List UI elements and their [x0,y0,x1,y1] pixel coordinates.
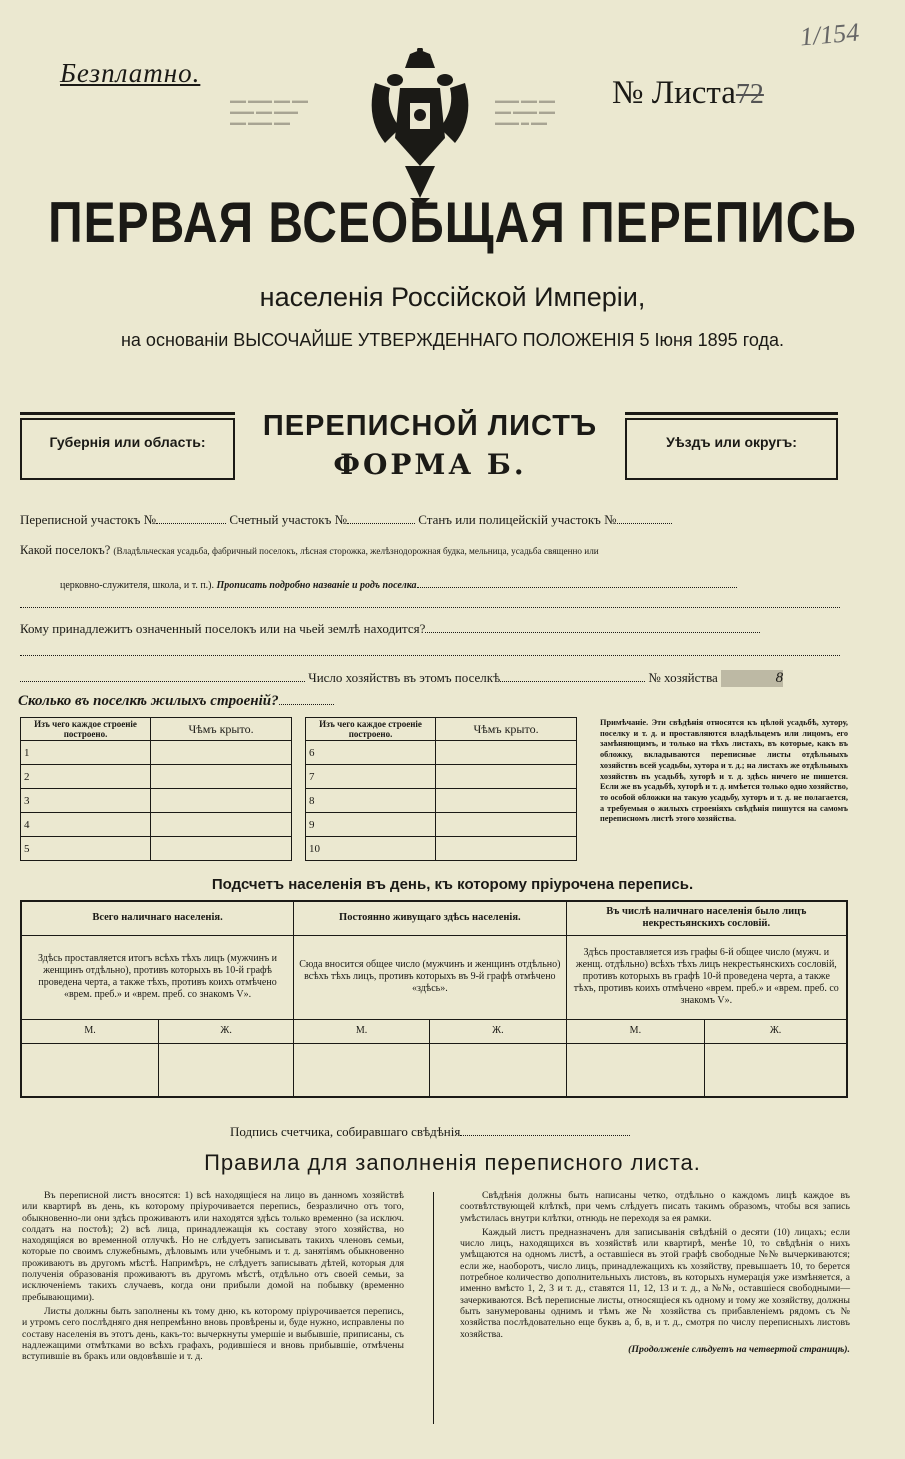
police-section-field[interactable] [617,512,672,524]
sheet-number-value: 72 [735,79,764,110]
column-divider [433,1192,434,1424]
settlement-line [20,543,599,558]
buildings-field[interactable] [279,693,334,705]
roof-cell[interactable] [436,813,577,837]
row-number: 3 [21,789,151,813]
buildings-question: Сколько въ поселкѣ жилыхъ строеній? [18,693,334,710]
blank-line[interactable] [20,607,840,608]
faded-print: ▬▬▬ ▬▬ ▬▬ ▬▬ ▬▬▬ ▬▬ ▬▬▬ ▬ ▬▬ [495,96,555,127]
rules-left-paragraph-2: Листы должны быть заполнены къ тому дню, къ которому пріурочивается перепись, и утромъ сего послѣдняго дня непремѣнно вновь провѣрены и, буде нужно, исправлены по составу населенія въ этотъ день, какъ-то: вычеркнуты умершіе и выбывшіе, приписаны, съ надлежащими отмѣтками во всѣхъ графахъ, родившіеся и вновь прибывшіе, отмѣчены вступившіе въ бракъ или овдовѣвшіе и т. д. [22,1305,404,1363]
double-headed-eagle-emblem [365,48,475,208]
sheet-number [612,75,764,112]
row-number: 2 [21,765,151,789]
roof-cell[interactable] [151,789,292,813]
non-peasant-head: Въ числѣ наличнаго населенія было лицъ некрестьянскихъ сословій. [566,901,847,935]
resident-male-cell[interactable] [294,1043,430,1097]
sections-line [20,512,672,528]
archive-mark: 1/154 [798,17,861,52]
households-line [20,670,783,687]
present-male-cell[interactable] [21,1043,159,1097]
buildings-table-left [20,717,292,861]
household-no-value: 8 [721,670,783,687]
male-label: М. [21,1019,159,1043]
row-number: 1 [21,741,151,765]
col-roof: Чѣмъ крыто. [436,718,577,741]
owner-field[interactable] [425,621,760,633]
rules-right-column [460,1190,850,1355]
row-number: 6 [306,741,436,765]
non-peasant-text: Здѣсь проставляется изъ графы 6-й общее число (мужч. и женщ. отдѣльно) всѣхъ тѣхъ лицъ некрестьянскихъ сословій, противъ которыхъ въ графѣ 10-й проведена черта, а также тѣхъ, противъ коихъ отмѣчено «врем. преб.» и «врем. преб. со знакомъ V». [566,935,847,1019]
col-material: Изъ чего каждое строеніе построено. [21,718,151,741]
roof-cell[interactable] [151,765,292,789]
rules-title: Правила для заполненія переписного листа. [204,1150,701,1175]
buildings-table-right [305,717,577,861]
roof-cell[interactable] [436,741,577,765]
households-field[interactable] [500,670,645,682]
police-section-label: Станъ или полицейскій участокъ № [418,512,617,527]
present-population-head: Всего наличнаго населенія. [21,901,294,935]
female-label: Ж. [159,1019,294,1043]
present-population-text: Здѣсь проставляется итогъ всѣхъ тѣхъ лицъ (мужчинъ и женщинъ отдѣльно), противъ которыхъ въ 10-й графѣ проведена черта, а также тѣхъ, противъ коихъ отмѣчено «врем. преб.» и «врем. преб. со знакомъ V». [21,935,294,1019]
counting-section-field[interactable] [347,512,415,524]
note-text: Примѣчаніе. Эти свѣдѣнія относятся къ цѣлой усадьбѣ, хутору, поселку и т. д. и проставляются владѣльцемъ или лицомъ, его замѣняющимъ, и только на тѣхъ листахъ, въ которые, какъ въ обложку, вкладываются переписные листы отдѣльныхъ хозяйствъ всей усадьбы, хутора и т. д.; на листахъ же отдѣльныхъ хозяйствъ въ усадьбѣ, хуторѣ и т. д. здѣсь ничего не пишется. Если же въ усадьбѣ, хуторѣ и т. д. имѣется только одно хозяйство, то особой обложки на такую усадьбу, хуторъ и т. д. не полагается, а требуемыя о жилыхъ строеніяхъ свѣдѣнія пишутся на самомъ переписномъ листѣ этого хозяйства. [600,718,848,824]
row-number: 7 [306,765,436,789]
free-label: Безплатно. [60,58,201,88]
row-number: 5 [21,837,151,861]
roof-cell[interactable] [436,837,577,861]
rule [625,412,838,415]
non-peasant-female-cell[interactable] [705,1043,847,1097]
row-number: 4 [21,813,151,837]
roof-cell[interactable] [436,765,577,789]
non-peasant-male-cell[interactable] [566,1043,705,1097]
rule [20,412,235,415]
faded-print: ▬▬ ▬▬▬ ▬▬ ▬▬ ▬▬▬ ▬▬ ▬▬▬ ▬▬ ▬▬▬ ▬▬ [230,96,308,127]
male-label: М. [566,1019,705,1043]
resident-female-cell[interactable] [430,1043,566,1097]
population-table [20,900,848,1098]
province-label: Губернія или область: [49,434,206,450]
rules-right-paragraph-1: Свѣдѣнія должны быть написаны четко, отдѣльно о каждомъ лицѣ каждое въ соотвѣтствующей клѣткѣ, при чемъ слѣдуетъ писать такимъ образомъ, чтобы вся запись умѣстилась внутри клѣтки, отнюдь не переходя за ея рамки. [460,1190,850,1224]
settlement-question: Какой поселокъ? [20,543,111,557]
resident-population-head: Постоянно живущаго здѣсь населенія. [294,901,567,935]
province-box [20,418,235,480]
form-label: ФОРМА Б. [333,448,527,481]
sheet-number-label: № Листа [612,75,736,111]
owner-line [20,621,760,637]
resident-population-text: Сюда вносится общее число (мужчинъ и женщинъ отдѣльно) всѣхъ тѣхъ лицъ, противъ которыхъ въ 9-й графѣ отмѣчено «здѣсь». [294,935,567,1019]
settlement-instruction: Прописать подробно названіе и родъ поселка [216,580,417,591]
female-label: Ж. [705,1019,847,1043]
roof-cell[interactable] [151,837,292,861]
row-number: 9 [306,813,436,837]
male-label: М. [294,1019,430,1043]
blank-line[interactable] [20,655,840,656]
counting-section-label: Счетный участокъ № [229,512,347,527]
rules-left-paragraph-1: Въ переписной листъ вносятся: 1) всѣ находящіеся на лицо въ данномъ хозяйствѣ или квартирѣ въ день, къ которому пріурочивается перепись, безразлично отъ того, обыкновенно-ли они здѣсь проживаютъ или находятся здѣсь только временно (за исключ. солдатъ на постоѣ); 2) всѣ лица, принадлежащія къ составу этого хозяйства, но находящіяся во временной отлучкѣ. Но не слѣдуетъ записывать такихъ членовъ семьи, которые по своимъ служебнымъ, дѣловымъ или учебнымъ и т. д. занятіямъ обыкновенно проживаютъ въ другомъ мѣстѣ. Напримѣръ, не слѣдуетъ записывать дѣтей, которыя для полученія образованія проживаютъ въ другомъ мѣстѣ, отдѣльно отъ своей семьи, за исключеніемъ такихъ случаевъ, когда они прибыли домой на побывку (временно пребывающими). [22,1190,404,1303]
district-box [625,418,838,480]
settlement-hint: (Владѣльческая усадьба, фабричный поселокъ, лѣсная сторожка, желѣзнодорожная будка, мельница, усадьба священно или [113,546,599,556]
rules-left-column [22,1190,404,1365]
roof-cell[interactable] [151,813,292,837]
signature-field[interactable] [460,1124,630,1136]
col-roof: Чѣмъ крыто. [151,718,292,741]
household-no-label: № хозяйства [648,670,718,685]
signature-label: Подпись счетчика, собиравшаго свѣдѣнія [230,1124,461,1139]
households-blank[interactable] [20,670,305,682]
signature-line [230,1124,630,1140]
census-section-field[interactable] [156,512,226,524]
roof-cell[interactable] [151,741,292,765]
basis-line: на основаніи ВЫСОЧАЙШЕ УТВЕРЖДЕННАГО ПОЛОЖЕНІЯ 5 Іюня 1895 года. [120,330,784,350]
col-material: Изъ чего каждое строеніе построено. [306,718,436,741]
present-female-cell[interactable] [159,1043,294,1097]
population-title: Подсчетъ населенія въ день, къ которому пріурочена перепись. [211,876,694,893]
main-title: ПЕРВАЯ ВСЕОБЩАЯ ПЕРЕПИСЬ [48,191,857,256]
row-number: 10 [306,837,436,861]
settlement-line-2 [60,576,737,591]
settlement-field[interactable] [417,576,737,588]
households-label: Число хозяйствъ въ этомъ поселкѣ [308,670,501,685]
sheet-title: ПЕРЕПИСНОЙ ЛИСТЪ [262,410,598,442]
rules-right-paragraph-2: Каждый листъ предназначенъ для записыванія свѣдѣній о десяти (10) лицахъ; если число лицъ, находящихся въ хозяйствѣ или квартирѣ, менѣе 10, то свѣдѣнія о нихъ умѣщаются на одномъ листѣ, а оставшіеся въ этой графѣ свободные №№ вычеркиваются; если же, наоборотъ, число лицъ, принадлежащихъ къ хозяйству, превышаетъ 10, то берется потребное количество дополнительныхъ листовъ, въ которыхъ нумерація уже измѣняется, а именно вмѣсто 1, 2, 3 и т. д., ставятся 11, 12, 13 и т. д., а №№, оставшіеся свободными—зачеркиваются. Всѣ переписные листы, относящіеся къ одному и тому же хозяйству, должны быть занумерованы однимъ и тѣмъ же № хозяйства съ прибавленіемъ рядомъ съ № хозяйства послѣдовательно еще буквъ а, б, в, и т. д., смотря по числу переписныхъ листовъ хозяйства. [460,1226,850,1340]
female-label: Ж. [430,1019,566,1043]
continued-note: (Продолженіе слѣдуетъ на четвертой страницѣ). [628,1343,850,1355]
row-number: 8 [306,789,436,813]
roof-cell[interactable] [436,789,577,813]
subtitle: населенія Россійской Имперіи, [259,282,646,312]
owner-question: Кому принадлежитъ означенный поселокъ или на чьей землѣ находится? [20,621,426,636]
census-section-label: Переписной участокъ № [20,512,157,527]
district-label: Уѣздъ или округъ: [666,434,797,450]
settlement-hint-2: церковно-служителя, школа, и т. п.). [60,580,214,591]
